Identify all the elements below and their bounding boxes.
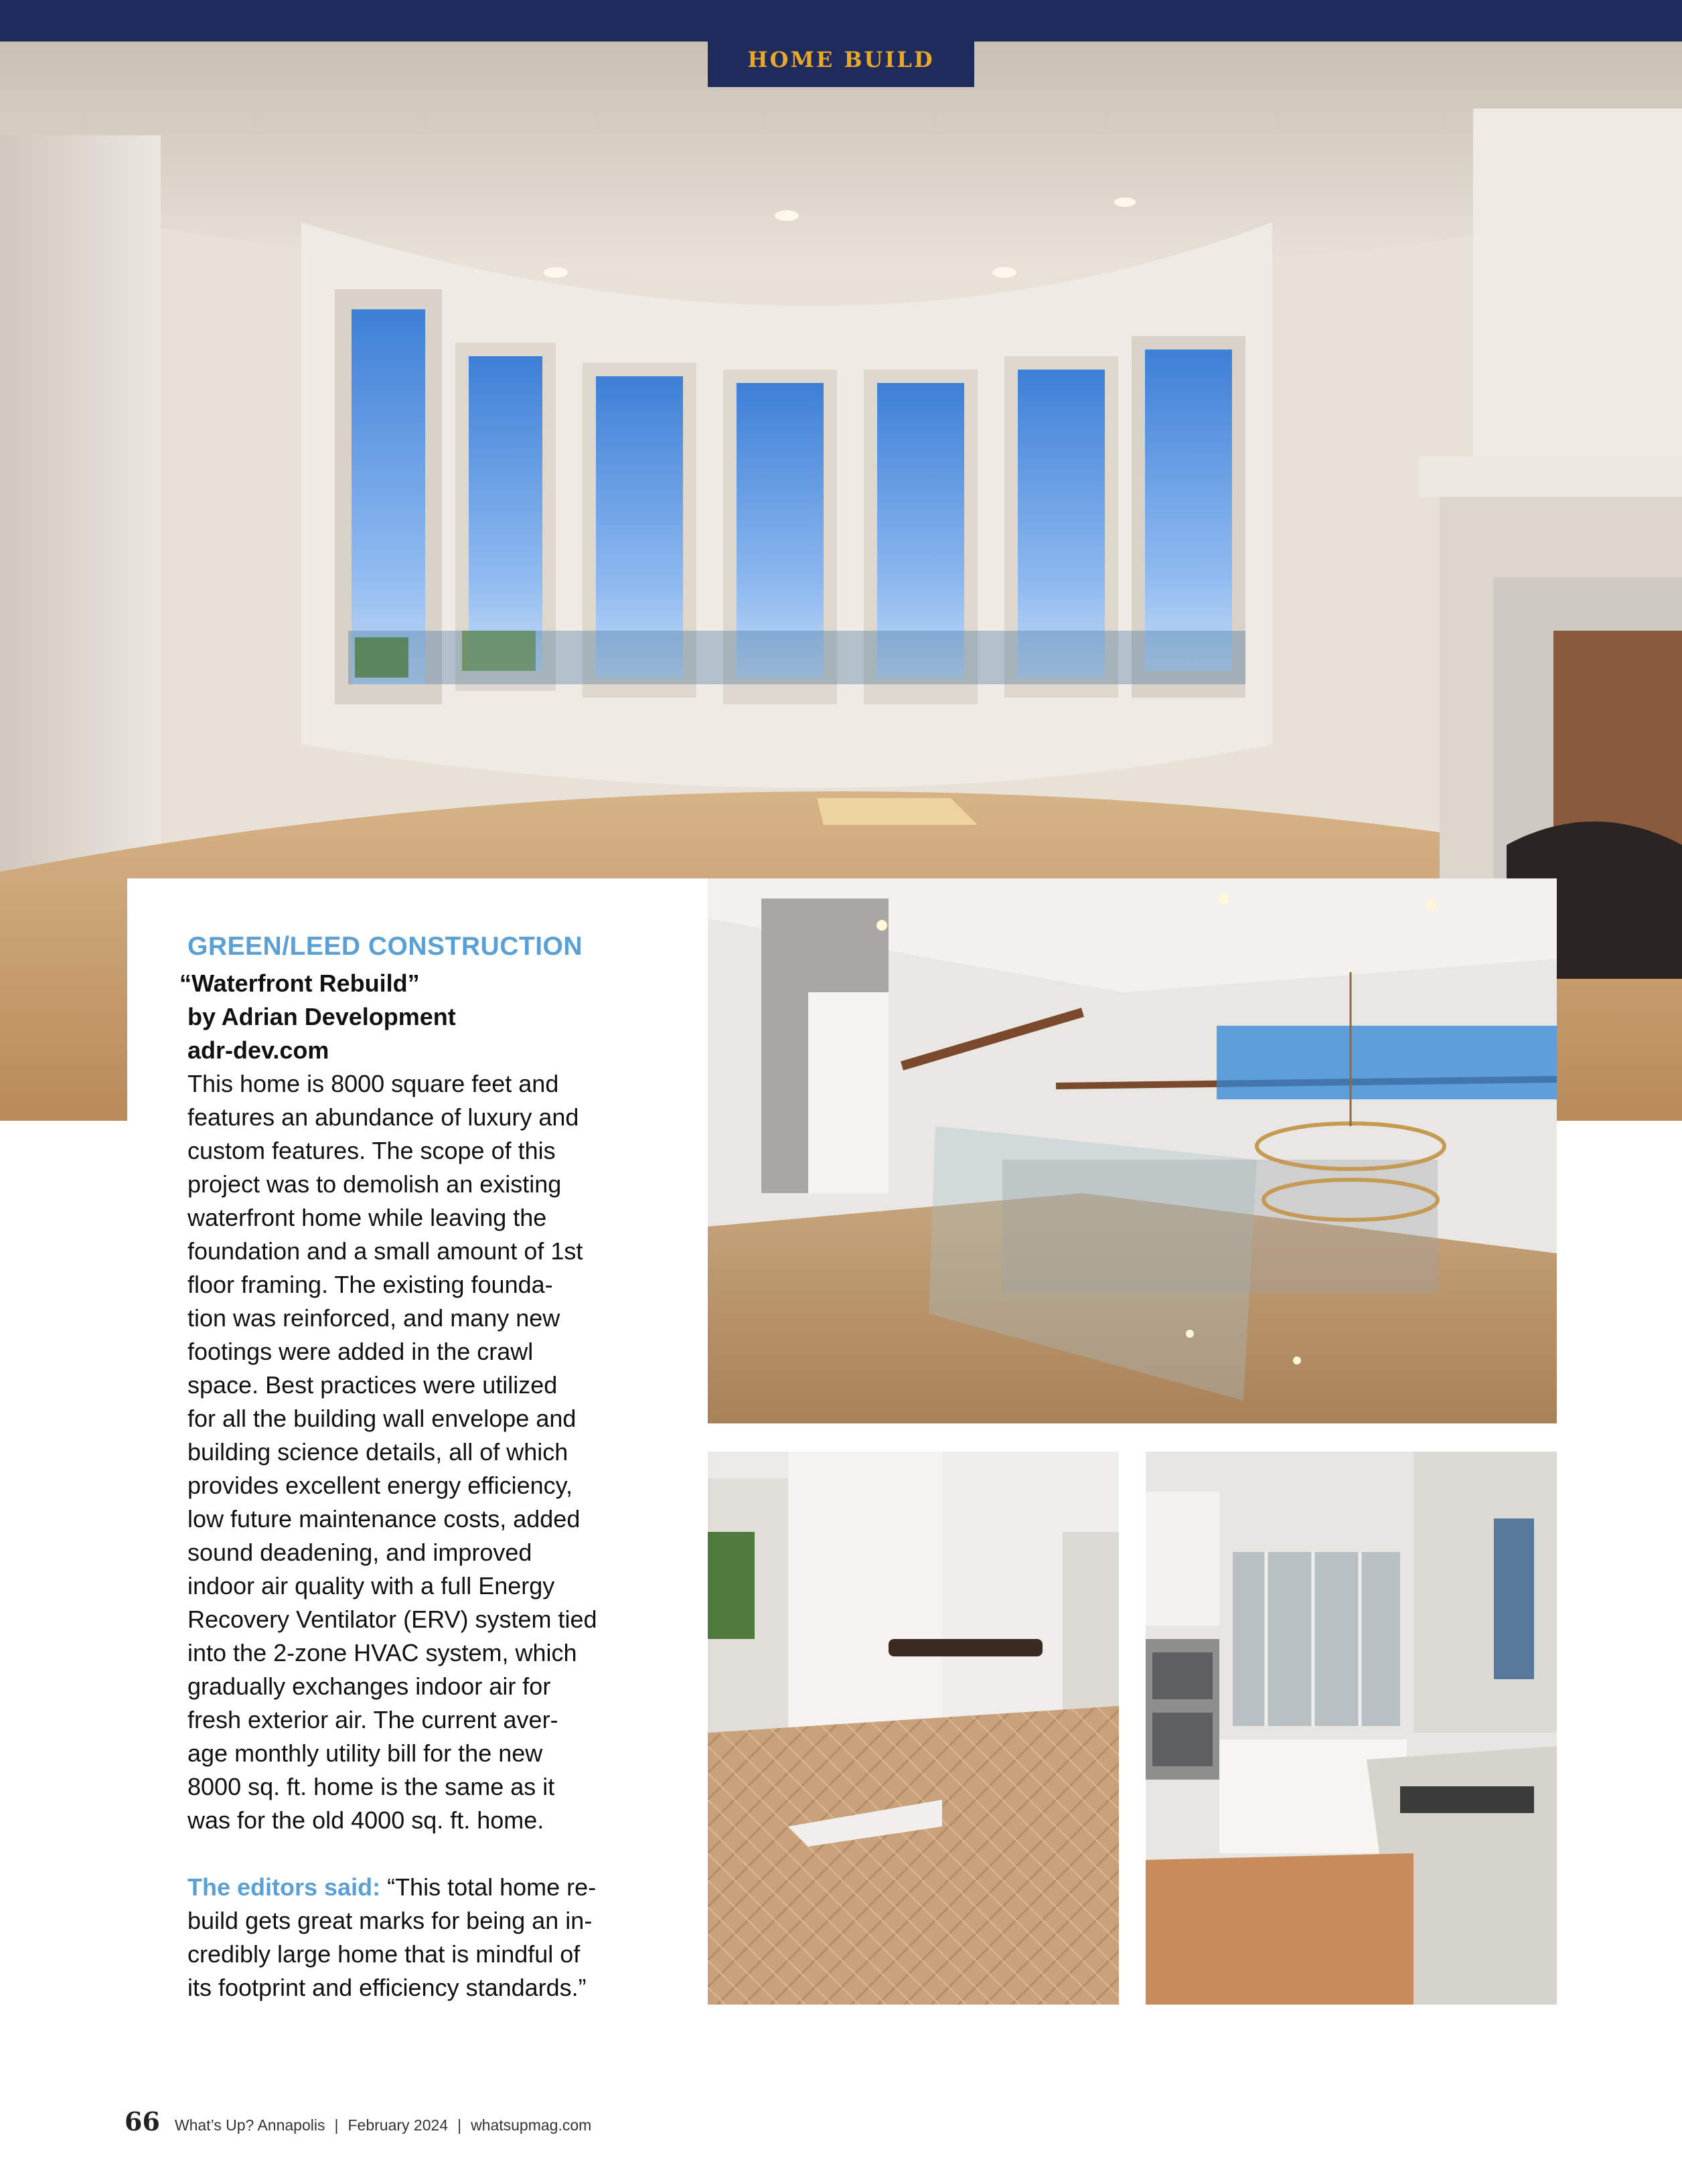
body-line: age monthly utility bill for the new [187,1739,543,1767]
footer-separator: | [334,2116,339,2134]
section-label-tab [708,32,974,87]
body-line: fresh exterior air. The current aver- [187,1706,558,1733]
byline: by Adrian Development [187,1003,456,1030]
body-line: This home is 8000 square feet and [187,1070,559,1097]
body-line: provides excellent energy efficiency, [187,1472,572,1499]
paragraph-gap [187,1837,696,1871]
editors-label: The editors said: [187,1873,381,1901]
article-text-panel [127,878,708,2030]
page-number: 66 [125,2106,160,2136]
editors-line [187,1871,696,1904]
body-line: sound deadening, and improved [187,1539,532,1566]
body-line: Recovery Ventilator (ERV) system tied [187,1606,597,1633]
body-line: building science details, all of which [187,1438,568,1466]
body-line: custom features. The scope of this [187,1137,556,1164]
body-line: into the 2-zone HVAC system, which [187,1639,577,1666]
body-line: floor framing. The existing founda- [187,1271,553,1298]
body-line: 8000 sq. ft. home is the same as it [187,1773,555,1800]
body-line: tion was reinforced, and many new [187,1304,560,1332]
body-line: gradually exchanges indoor air for [187,1672,551,1700]
body-line: space. Best practices were utilized [187,1371,558,1399]
article-body [187,1067,696,1837]
award-category: GREEN/LEED CONSTRUCTION [187,932,583,961]
body-line: waterfront home while leaving the [187,1204,547,1231]
editors-quote [187,1871,696,2005]
issue-date: February 2024 [348,2116,449,2134]
kitchen-photo [1146,1452,1557,2005]
project-title: “Waterfront Rebuild” [179,969,420,997]
footer-separator: | [457,2116,462,2134]
hallway-photo [708,1452,1119,2005]
editors-line: credibly large home that is mindful of [187,1940,581,1968]
body-line: was for the old 4000 sq. ft. home. [187,1806,544,1834]
body-line: foundation and a small amount of 1st [187,1237,583,1265]
article [179,932,696,2005]
body-line: project was to demolish an existing [187,1170,562,1198]
editors-line: its footprint and efficiency standards.” [187,1974,587,2001]
body-line: features an abundance of luxury and [187,1103,579,1131]
body-line: indoor air quality with a full Energy [187,1572,555,1600]
page-footer [125,2106,591,2140]
body-line: low future maintenance costs, added [187,1505,581,1533]
section-label: HOME BUILD [747,47,935,72]
editors-line-text: “This total home re- [387,1873,597,1901]
staircase-photo [708,878,1557,1423]
body-line: for all the building wall envelope and [187,1405,577,1432]
builder-website: adr-dev.com [187,1036,329,1064]
body-line: footings were added in the crawl [187,1338,534,1365]
publication-name: What’s Up? Annapolis [174,2116,325,2134]
editors-line: build gets great marks for being an in- [187,1907,593,1934]
footer-website: whatsupmag.com [471,2116,592,2134]
